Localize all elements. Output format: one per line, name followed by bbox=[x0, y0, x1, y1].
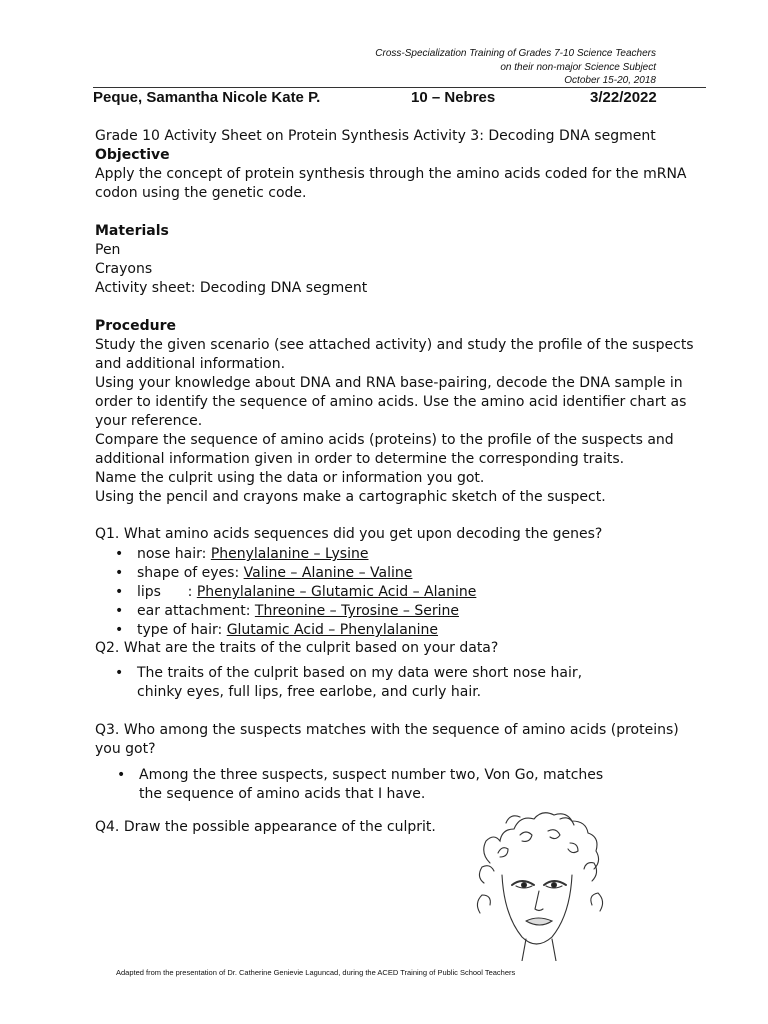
q2-question: Q2. What are the traits of the culprit based on your data? bbox=[95, 640, 499, 656]
answer-hair-type: Glutamic Acid – Phenylalanine bbox=[226, 622, 439, 638]
culprit-sketch-image bbox=[460, 793, 618, 961]
q3-answer: • Among the three suspects, suspect number two, Von Go, matches the sequence of amino acids that I have. bbox=[117, 767, 604, 802]
answer-lips: Phenylalanine – Glutamic Acid – Alanine bbox=[196, 584, 477, 600]
answer-ear-attachment: Threonine – Tyrosine – Serine bbox=[254, 603, 459, 619]
q2-answer: • The traits of the culprit based on my data were short nose hair, chinky eyes, full lips, free earlobe, and curly hair. bbox=[115, 665, 583, 700]
student-info-row bbox=[93, 89, 706, 109]
q4-question: Q4. Draw the possible appearance of the culprit. bbox=[95, 819, 436, 835]
list-item: • lips : Phenylalanine – Glutamic Acid – Alanine bbox=[115, 584, 477, 600]
objective-text-1: Apply the concept of protein synthesis through the amino acids coded for the mRNA bbox=[95, 166, 687, 182]
student-section: 10 – Nebres bbox=[411, 89, 496, 106]
training-header-line-2: on their non-major Science Subject bbox=[500, 62, 656, 73]
training-header-line-1: Cross-Specialization Training of Grades 7-10 Science Teachers bbox=[375, 48, 656, 59]
procedure-line: order to identify the sequence of amino acids. Use the amino acid identifier chart as bbox=[95, 394, 687, 410]
list-item: • ear attachment: Threonine – Tyrosine – Serine bbox=[115, 603, 459, 619]
q3-question: Q3. Who among the suspects matches with the sequence of amino acids (proteins) you got? bbox=[95, 722, 679, 757]
materials-item: Pen bbox=[95, 242, 121, 258]
answer-nose-hair: Phenylalanine – Lysine bbox=[210, 546, 369, 562]
footer-credit: Adapted from the presentation of Dr. Catherine Genievie Laguncad, during the ACED Training of Public School Teachers bbox=[116, 968, 516, 977]
procedure-line: additional information given in order to determine the corresponding traits. bbox=[95, 451, 625, 467]
q1-answer-list bbox=[115, 545, 476, 640]
procedure-section bbox=[95, 317, 725, 507]
objective-text-2: codon using the genetic code. bbox=[95, 185, 307, 201]
procedure-line: Using your knowledge about DNA and RNA base-pairing, decode the DNA sample in bbox=[95, 375, 683, 391]
submission-date: 3/22/2022 bbox=[590, 89, 657, 106]
activity-title: Grade 10 Activity Sheet on Protein Synthesis Activity 3: Decoding DNA segment bbox=[95, 128, 656, 144]
materials-heading: Materials bbox=[95, 223, 169, 239]
list-item: • type of hair: Glutamic Acid – Phenylalanine bbox=[115, 622, 439, 638]
training-header-date: October 15-20, 2018 bbox=[564, 75, 656, 86]
objective-heading: Objective bbox=[95, 147, 170, 163]
procedure-line: Study the given scenario (see attached activity) and study the profile of the suspects bbox=[95, 337, 694, 353]
answer-eye-shape: Valine – Alanine – Valine bbox=[243, 565, 413, 581]
student-name: Peque, Samantha Nicole Kate P. bbox=[93, 89, 321, 106]
q1-question: Q1. What amino acids sequences did you get upon decoding the genes? bbox=[95, 526, 603, 542]
materials-item: Activity sheet: Decoding DNA segment bbox=[95, 280, 368, 296]
procedure-heading: Procedure bbox=[95, 318, 176, 334]
list-item: • shape of eyes: Valine – Alanine – Valine bbox=[115, 565, 413, 581]
procedure-line: Name the culprit using the data or information you got. bbox=[95, 470, 485, 486]
materials-section bbox=[95, 222, 725, 298]
materials-item: Crayons bbox=[95, 261, 153, 277]
list-item: • nose hair: Phenylalanine – Lysine bbox=[115, 546, 369, 562]
procedure-line: your reference. bbox=[95, 413, 203, 429]
header-divider bbox=[93, 87, 706, 88]
objective-section bbox=[95, 146, 725, 203]
procedure-line: Compare the sequence of amino acids (proteins) to the profile of the suspects and bbox=[95, 432, 674, 448]
procedure-line: and additional information. bbox=[95, 356, 286, 372]
procedure-line: Using the pencil and crayons make a cartographic sketch of the suspect. bbox=[95, 489, 606, 505]
